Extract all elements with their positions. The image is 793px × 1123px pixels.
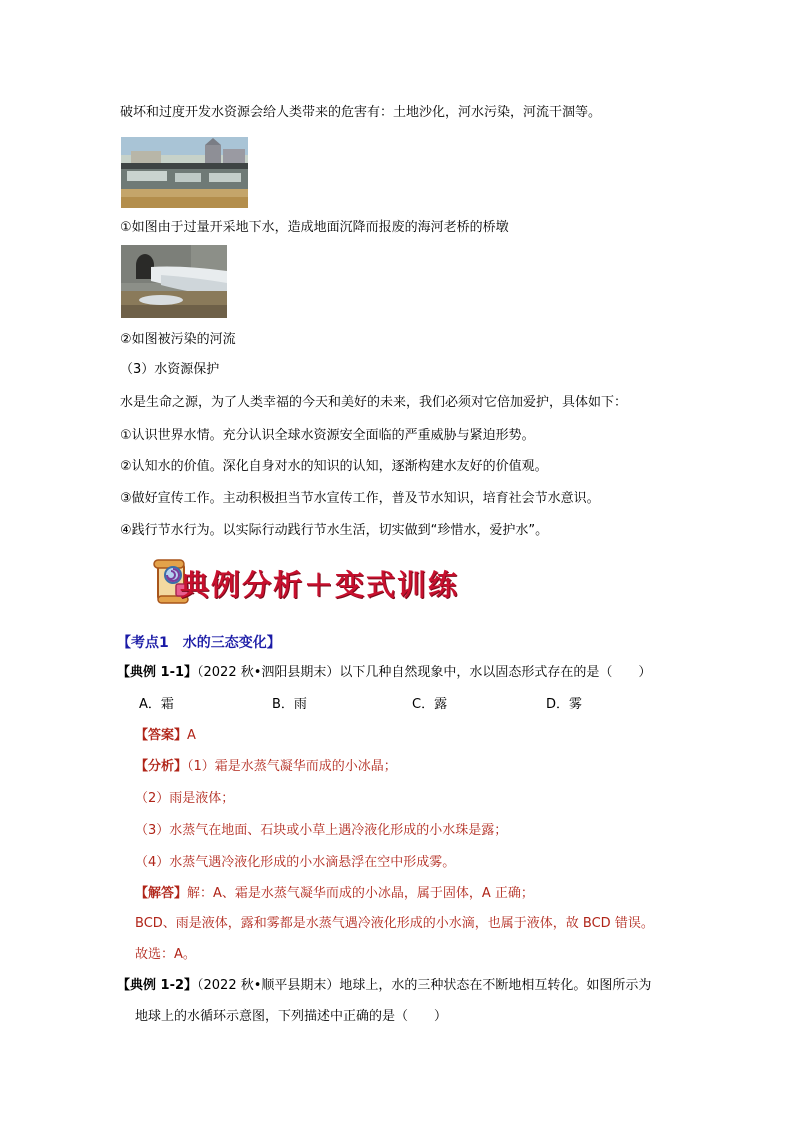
analysis-label: 【分析】 — [135, 759, 188, 774]
example-label: 【典例 1-2】 — [117, 978, 198, 993]
analysis-line-3: （3）水蒸气在地面、石块或小草上遇冷液化形成的小水珠是露； — [135, 823, 508, 838]
answer-value: A — [187, 728, 196, 743]
answer-label: 【答案】 — [135, 728, 188, 743]
example-1-2-question-line-2: 地球上的水循环示意图，下列描述中正确的是（ ） — [135, 1009, 448, 1024]
analysis-line-2: （2）雨是液体； — [135, 791, 235, 806]
solution-label: 【解答】 — [135, 886, 188, 901]
protect-item-4: ④践行节水行为。以实际行动践行节水生活，切实做到“珍惜水，爱护水”。 — [120, 523, 549, 538]
option-c: C．露 — [412, 697, 448, 712]
section-heading: （3）水资源保护 — [120, 362, 220, 377]
example-1-1-question — [117, 664, 651, 682]
harm-line: 破坏和过度开发水资源会给人类带来的危害有：土地沙化，河水污染，河流干涸等。 — [120, 105, 602, 120]
option-b: B．雨 — [272, 697, 307, 712]
example-label: 【典例 1-1】 — [117, 665, 198, 680]
protect-item-3: ③做好宣传工作。主动积极担当节水宣传工作，普及节水知识，培育社会节水意识。 — [120, 491, 600, 506]
caption-bridge: ①如图由于过量开采地下水，造成地面沉降而报废的海河老桥的桥墩 — [120, 220, 509, 235]
protect-item-2: ②认知水的价值。深化自身对水的知识的认知，逐渐构建水友好的价值观。 — [120, 459, 548, 474]
solution-text: 解：A、霜是水蒸气凝华而成的小冰晶，属于固体，A 正确； — [187, 886, 534, 901]
option-a: A．霜 — [139, 697, 174, 712]
bridge-pier-photo — [121, 137, 248, 208]
solution-line-1 — [135, 885, 534, 903]
analysis-text: （1）霜是水蒸气凝华而成的小冰晶； — [187, 759, 397, 774]
polluted-river-photo — [121, 245, 227, 318]
banner-title: 典例分析＋变式训练 — [180, 568, 460, 602]
conclusion: 故选：A。 — [135, 947, 196, 962]
analysis-line-1 — [135, 758, 397, 776]
option-d: D．雾 — [546, 697, 583, 712]
solution-line-2: BCD、雨是液体，露和雾都是水蒸气遇冷液化形成的小水滴，也属于液体，故 BCD 错误。 — [135, 916, 654, 931]
question-text: （2022 秋•顺平县期末）地球上，水的三种状态在不断地相互转化。如图所示为 — [197, 978, 652, 993]
analysis-line-4: （4）水蒸气遇冷液化形成的小水滴悬浮在空中形成雾。 — [135, 855, 456, 870]
answer-line — [135, 727, 196, 745]
caption-river: ②如图被污染的河流 — [120, 332, 236, 347]
question-text: （2022 秋•泗阳县期末）以下几种自然现象中，水以固态形式存在的是（ ） — [197, 665, 652, 680]
example-1-2-question-line-1 — [117, 977, 651, 995]
protect-item-1: ①认识世界水情。充分认识全球水资源安全面临的严重威胁与紧迫形势。 — [120, 428, 535, 443]
kaodian-title: 【考点1 水的三态变化】 — [117, 635, 281, 651]
section-lead: 水是生命之源，为了人类幸福的今天和美好的未来，我们必须对它倍加爱护，具体如下： — [120, 395, 628, 410]
